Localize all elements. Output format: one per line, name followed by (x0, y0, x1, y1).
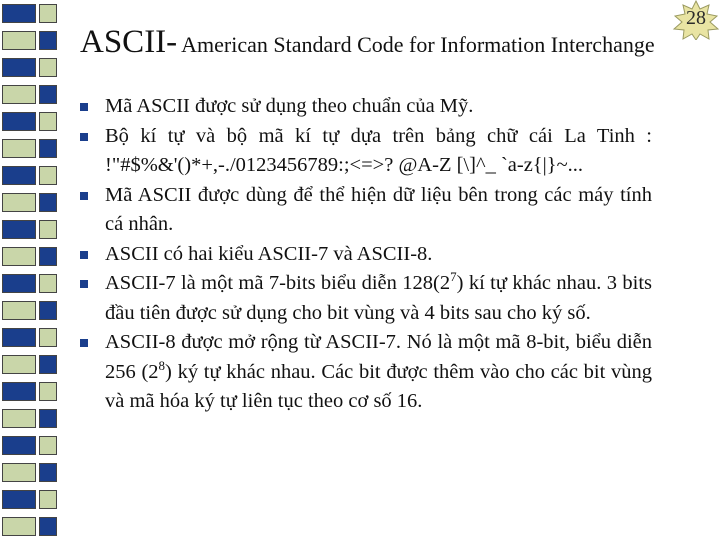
bullet-item (80, 269, 652, 328)
bullet-superscript: 7 (450, 269, 457, 285)
stripe-block (2, 85, 36, 104)
slide-title (80, 26, 655, 59)
stripe-row (0, 216, 60, 243)
stripe-row (0, 108, 60, 135)
stripe-row (0, 81, 60, 108)
bullet-text: ) ký tự khác nhau. Các bit được thêm vào cho các bit vùng và mã hóa ký tự liên tục theo cơ số 16. (105, 360, 653, 412)
square-bullet-icon (80, 133, 88, 141)
stripe-row (0, 378, 60, 405)
bullet-item (80, 122, 652, 181)
stripe-block (2, 355, 36, 374)
bullet-text: Mã ASCII được sử dụng theo chuẩn của Mỹ. (105, 95, 474, 117)
stripe-block (2, 274, 36, 293)
stripe-block (2, 220, 36, 239)
title-main: ASCII- (80, 24, 178, 60)
bullet-item (80, 328, 652, 417)
stripe-block (39, 274, 57, 293)
stripe-block (39, 463, 57, 482)
title-subtitle: American Standard Code for Information Interchange (181, 32, 655, 57)
stripe-block (2, 31, 36, 50)
stripe-block (39, 112, 57, 131)
stripe-block (2, 139, 36, 158)
stripe-block (39, 85, 57, 104)
stripe-block (2, 58, 36, 77)
bullet-list (80, 92, 652, 417)
stripe-block (39, 490, 57, 509)
square-bullet-icon (80, 192, 88, 200)
stripe-block (2, 4, 36, 23)
stripe-row (0, 189, 60, 216)
stripe-block (2, 382, 36, 401)
bullet-item (80, 240, 652, 270)
stripe-row (0, 297, 60, 324)
stripe-row (0, 432, 60, 459)
stripe-row (0, 486, 60, 513)
stripe-row (0, 270, 60, 297)
bullet-text: Mã ASCII được dùng để thể hiện dữ liệu bên trong các máy tính cá nhân. (105, 183, 652, 235)
stripe-block (39, 58, 57, 77)
stripe-block (39, 409, 57, 428)
stripe-row (0, 27, 60, 54)
stripe-block (2, 247, 36, 266)
bullet-text: ASCII-7 là một mã 7-bits biểu diễn 128(2 (105, 272, 451, 294)
decorative-stripe-bar (0, 0, 60, 540)
stripe-block (39, 355, 57, 374)
stripe-block (2, 463, 36, 482)
stripe-block (39, 193, 57, 212)
square-bullet-icon (80, 280, 88, 288)
bullet-item (80, 181, 652, 240)
stripe-block (39, 4, 57, 23)
bullet-text: Bộ kí tự và bộ mã kí tự dựa trên bảng chữ cái La Tinh : !"#$%&'()*+,-./0123456789:;<=>? @A-Z [\]^_ `a-z{|}~... (105, 124, 652, 176)
stripe-block (39, 517, 57, 536)
stripe-block (39, 247, 57, 266)
stripe-row (0, 0, 60, 27)
page-number: 28 (686, 7, 706, 29)
stripe-block (2, 490, 36, 509)
stripe-row (0, 405, 60, 432)
stripe-block (2, 166, 36, 185)
stripe-row (0, 459, 60, 486)
stripe-block (39, 31, 57, 50)
stripe-row (0, 54, 60, 81)
bullet-text: ) kí tự khác nhau. 3 bits đầu tiên được sử dụng cho bit vùng và 4 bits sau cho ký số. (105, 272, 653, 324)
stripe-block (2, 328, 36, 347)
stripe-block (2, 193, 36, 212)
stripe-row (0, 324, 60, 351)
stripe-block (39, 139, 57, 158)
square-bullet-icon (80, 251, 88, 259)
stripe-block (39, 328, 57, 347)
stripe-block (2, 517, 36, 536)
stripe-block (39, 382, 57, 401)
stripe-block (39, 220, 57, 239)
bullet-text: ASCII-8 được mở rộng từ ASCII-7. Nó là một mã 8-bit, biểu diễn 256 (2 (105, 331, 652, 383)
stripe-row (0, 513, 60, 540)
stripe-block (2, 436, 36, 455)
stripe-block (2, 409, 36, 428)
stripe-block (39, 301, 57, 320)
stripe-row (0, 135, 60, 162)
stripe-block (39, 436, 57, 455)
square-bullet-icon (80, 339, 88, 347)
stripe-block (39, 166, 57, 185)
bullet-superscript: 8 (158, 357, 166, 373)
stripe-block (2, 301, 36, 320)
bullet-item (80, 92, 652, 122)
square-bullet-icon (80, 103, 88, 111)
stripe-row (0, 351, 60, 378)
stripe-row (0, 162, 60, 189)
stripe-row (0, 243, 60, 270)
stripe-block (2, 112, 36, 131)
bullet-text: ASCII có hai kiểu ASCII-7 và ASCII-8. (105, 242, 433, 265)
